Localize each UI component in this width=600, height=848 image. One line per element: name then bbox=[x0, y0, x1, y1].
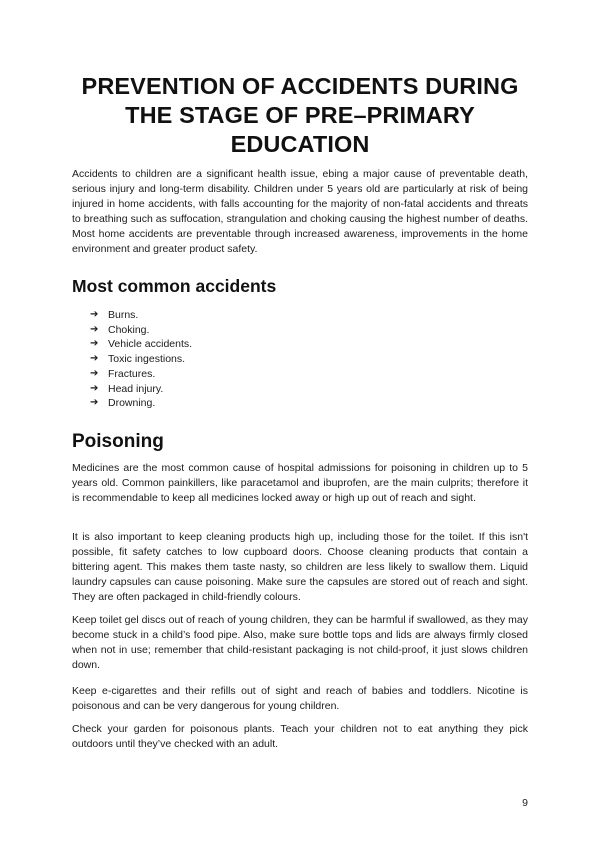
list-item bbox=[90, 323, 192, 338]
poisoning-paragraph-medicines: Medicines are the most common cause of hospital admissions for poisoning in children up to 5 years old. Common painkillers, like paracetamol and ibuprofen, are the main culprits; therefore it is recommendable to keep all medicines locked away or high up out of reach and sight. bbox=[72, 462, 528, 504]
list-item-label: Choking. bbox=[108, 323, 150, 336]
arrow-right-icon: ➔ bbox=[90, 397, 99, 409]
list-item-label: Burns. bbox=[108, 309, 139, 321]
intro-paragraph: Accidents to children are a significant health issue, ebing a major cause of preventable death, serious injury and long-term disability. Children under 5 years old are particularly at risk of being injured in home accidents, with falls accounting for the majority of non-fatal accidents and threats to breathing such as suffocation, strangulation and choking causing the highest number of deaths. Most home accidents are preventable through increased awareness, improvements in the home environment and greater product safety. bbox=[72, 168, 528, 255]
list-item bbox=[90, 308, 192, 323]
poisoning-paragraph-garden-plants: Check your garden for poisonous plants. Teach your children not to eat anything they pick outdoors until they’ve checked with an adult. bbox=[72, 723, 528, 750]
section-heading-poisoning: Poisoning bbox=[72, 431, 164, 452]
arrow-right-icon: ➔ bbox=[90, 382, 99, 394]
list-item-label: Toxic ingestions. bbox=[108, 353, 186, 366]
list-item-label: Drowning. bbox=[108, 397, 156, 410]
list-item bbox=[90, 382, 192, 397]
poisoning-paragraph-e-cigarettes: Keep e-cigarettes and their refills out of sight and reach of babies and toddlers. Nicotine is poisonous and can be very dangerous for young children. bbox=[72, 685, 528, 712]
list-item bbox=[90, 367, 192, 382]
arrow-right-icon: ➔ bbox=[90, 309, 99, 320]
page-number: 9 bbox=[522, 797, 528, 809]
list-item bbox=[90, 352, 192, 367]
arrow-right-icon: ➔ bbox=[90, 367, 99, 379]
poisoning-paragraph-cleaning-products: It is also important to keep cleaning products high up, including those for the toilet. If this isn't possible, fit safety catches to low cupboard doors. Choose cleaning products that contain a bittering agent. This makes them taste nasty, so children are less likely to swallow them. Liquid laundry capsules can cause poisoning. Make sure the capsules are stored out of reach and sight. They are often packaged in child-friendly colours. bbox=[72, 531, 528, 603]
list-item-label: Fractures. bbox=[108, 367, 156, 380]
list-item-label: Vehicle accidents. bbox=[108, 338, 193, 351]
list-item-label: Head injury. bbox=[108, 382, 164, 395]
arrow-right-icon: ➔ bbox=[90, 353, 99, 365]
accident-list bbox=[90, 308, 192, 411]
arrow-right-icon: ➔ bbox=[90, 338, 99, 350]
page-title: PREVENTION OF ACCIDENTS DURING THE STAGE OF PRE–PRIMARY EDUCATION bbox=[81, 73, 519, 157]
poisoning-paragraph-toilet-gel: Keep toilet gel discs out of reach of young children, they can be harmful if swallowed, as they may become stuck in a child’s food pipe. Also, make sure bottle tops and lids are always firmly closed when not in use; remember that child-resistant packaging is not child-proof, it just slows children down. bbox=[72, 614, 528, 671]
section-heading-common-accidents: Most common accidents bbox=[72, 276, 277, 296]
arrow-right-icon: ➔ bbox=[90, 323, 99, 335]
list-item bbox=[90, 396, 192, 411]
list-item bbox=[90, 337, 192, 352]
